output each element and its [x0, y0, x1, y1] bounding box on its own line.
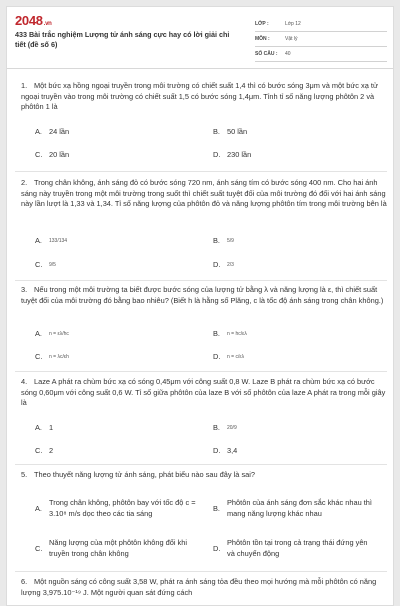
- question-3-text: [21, 285, 387, 306]
- logo-suffix: .vn: [43, 21, 52, 27]
- question-body: Trong chân không, ánh sáng đỏ có bước sóng 720 nm, ánh sáng tím có bước sóng 400 nm. Cho hai ánh sáng này truyền trong một môi trường trong suốt thì chiết suất tuyệt đối của môi trường đó đối với hai ánh sáng này lần lượt là 1,33 và 1,34. Tỉ số năng lượng của phôtôn đỏ và năng lượng phôtôn tím trong môi trường bên là: [21, 178, 387, 209]
- question-2-option-a[interactable]: A. 133/134: [35, 236, 68, 246]
- meta-value: 40: [285, 51, 291, 57]
- question-4-option-c[interactable]: C. 2: [35, 446, 54, 455]
- question-3-option-a[interactable]: A. n = ελ/hc: [35, 329, 69, 339]
- question-6-text: [21, 577, 387, 598]
- divider: [15, 571, 387, 572]
- meta-row-subject: [255, 32, 387, 47]
- question-2-option-b[interactable]: B. 5/9: [213, 236, 234, 246]
- logo-text: 2048: [15, 13, 43, 28]
- question-3-option-b[interactable]: B. n = hc/ελ: [213, 329, 247, 339]
- question-body: Một bức xạ hồng ngoại truyền trong môi trường có chiết suất 1,4 thì có bước sóng 3μm và một bức xạ tử ngoại truyền vào trong môi trường có chiết suất 1,5 có bước sóng 1,4μm. Tỉnh tỉ số năng lượng phôtôn 2 và phôtôn 1 là: [21, 81, 378, 112]
- meta-value: Vật lý: [285, 36, 298, 42]
- question-body: Theo thuyết năng lượng tử ánh sáng, phát biểu nào sau đây là sai?: [34, 470, 256, 479]
- meta-key: MÔN :: [255, 36, 270, 42]
- meta-value: Lớp 12: [285, 21, 301, 27]
- question-4-option-a[interactable]: A. 1: [35, 423, 54, 432]
- question-1-option-b[interactable]: B. 50 lần: [213, 127, 248, 136]
- question-3-option-d[interactable]: D. n = c/ελ: [213, 352, 245, 362]
- question-1-option-d[interactable]: D. 230 lần: [213, 150, 252, 159]
- meta-key: SỐ CÂU :: [255, 51, 278, 57]
- question-5-option-b[interactable]: B. Phôtôn của ánh sáng đơn sắc khác nhau thì mang năng lượng khác nhau: [213, 498, 372, 518]
- question-body: Nếu trong một môi trường ta biết được bước sóng của lượng tử bằng λ và năng lượng là ε, thì chiết suất tuyệt đối của môi trường đó bằng bao nhiêu? (Biết h là hằng số Plăng, c là tốc độ ánh sáng trong chân không.): [21, 285, 384, 305]
- meta-key: LỚP :: [255, 21, 269, 27]
- question-4-option-d[interactable]: D. 3,4: [213, 446, 238, 455]
- question-4-option-b[interactable]: B. 20/9: [213, 423, 237, 433]
- divider: [15, 171, 387, 172]
- question-number: 2.: [21, 178, 28, 187]
- question-body: Laze A phát ra chùm bức xạ có sóng 0,45μm với công suất 0,8 W. Laze B phát ra chùm bức xạ có bước sóng 0,60μm với công suất 0,6 W. Tỉ số giữa phôtôn của laze B với số phôtôn của laze A phát ra trong mỗi giây là: [21, 377, 386, 408]
- document-title: 433 Bài trắc nghiệm Lượng tử ánh sáng cực hay có lời giải chi tiết (đề số 6): [15, 30, 230, 49]
- divider: [15, 280, 387, 281]
- question-number: 1.: [21, 81, 28, 90]
- question-1-option-c[interactable]: C. 20 lần: [35, 150, 70, 159]
- question-number: 5.: [21, 470, 28, 479]
- question-1-option-a[interactable]: A. 24 lần: [35, 127, 70, 136]
- meta-row-class: [255, 17, 387, 32]
- meta-row-count: [255, 47, 387, 62]
- document-page: [6, 6, 394, 606]
- question-5-option-d[interactable]: D. Phôtôn tồn tại trong cả trạng thái đứng yên và chuyển động: [213, 538, 368, 558]
- question-number: 6.: [21, 577, 28, 586]
- question-5-option-a[interactable]: A. Trong chân không, phôtôn bay với tốc độ c = 3.10⁸ m/s dọc theo các tia sáng: [35, 498, 196, 518]
- meta-table: [255, 17, 387, 62]
- question-2-text: [21, 178, 387, 210]
- question-3-option-c[interactable]: C. n = λc/εh: [35, 352, 69, 362]
- question-2-option-d[interactable]: D. 2/3: [213, 260, 234, 270]
- question-2-option-c[interactable]: C. 9/5: [35, 260, 56, 270]
- question-5-text: [21, 470, 387, 481]
- site-logo[interactable]: [15, 13, 52, 28]
- document-header: [7, 7, 393, 69]
- question-5-option-c[interactable]: C. Năng lượng của một phôtôn không đổi khi truyền trong chân không: [35, 538, 187, 558]
- question-1-text: [21, 81, 387, 113]
- divider: [15, 464, 387, 465]
- divider: [15, 371, 387, 372]
- question-4-text: [21, 377, 387, 409]
- question-number: 4.: [21, 377, 28, 386]
- question-number: 3.: [21, 285, 28, 294]
- question-body: Một nguồn sáng có công suất 3,58 W, phát ra ánh sáng tỏa đều theo mọi hướng mà mỗi phôtôn có năng lượng 3,975.10⁻¹⁹ J. Một người quan sát đứng cách: [21, 577, 377, 597]
